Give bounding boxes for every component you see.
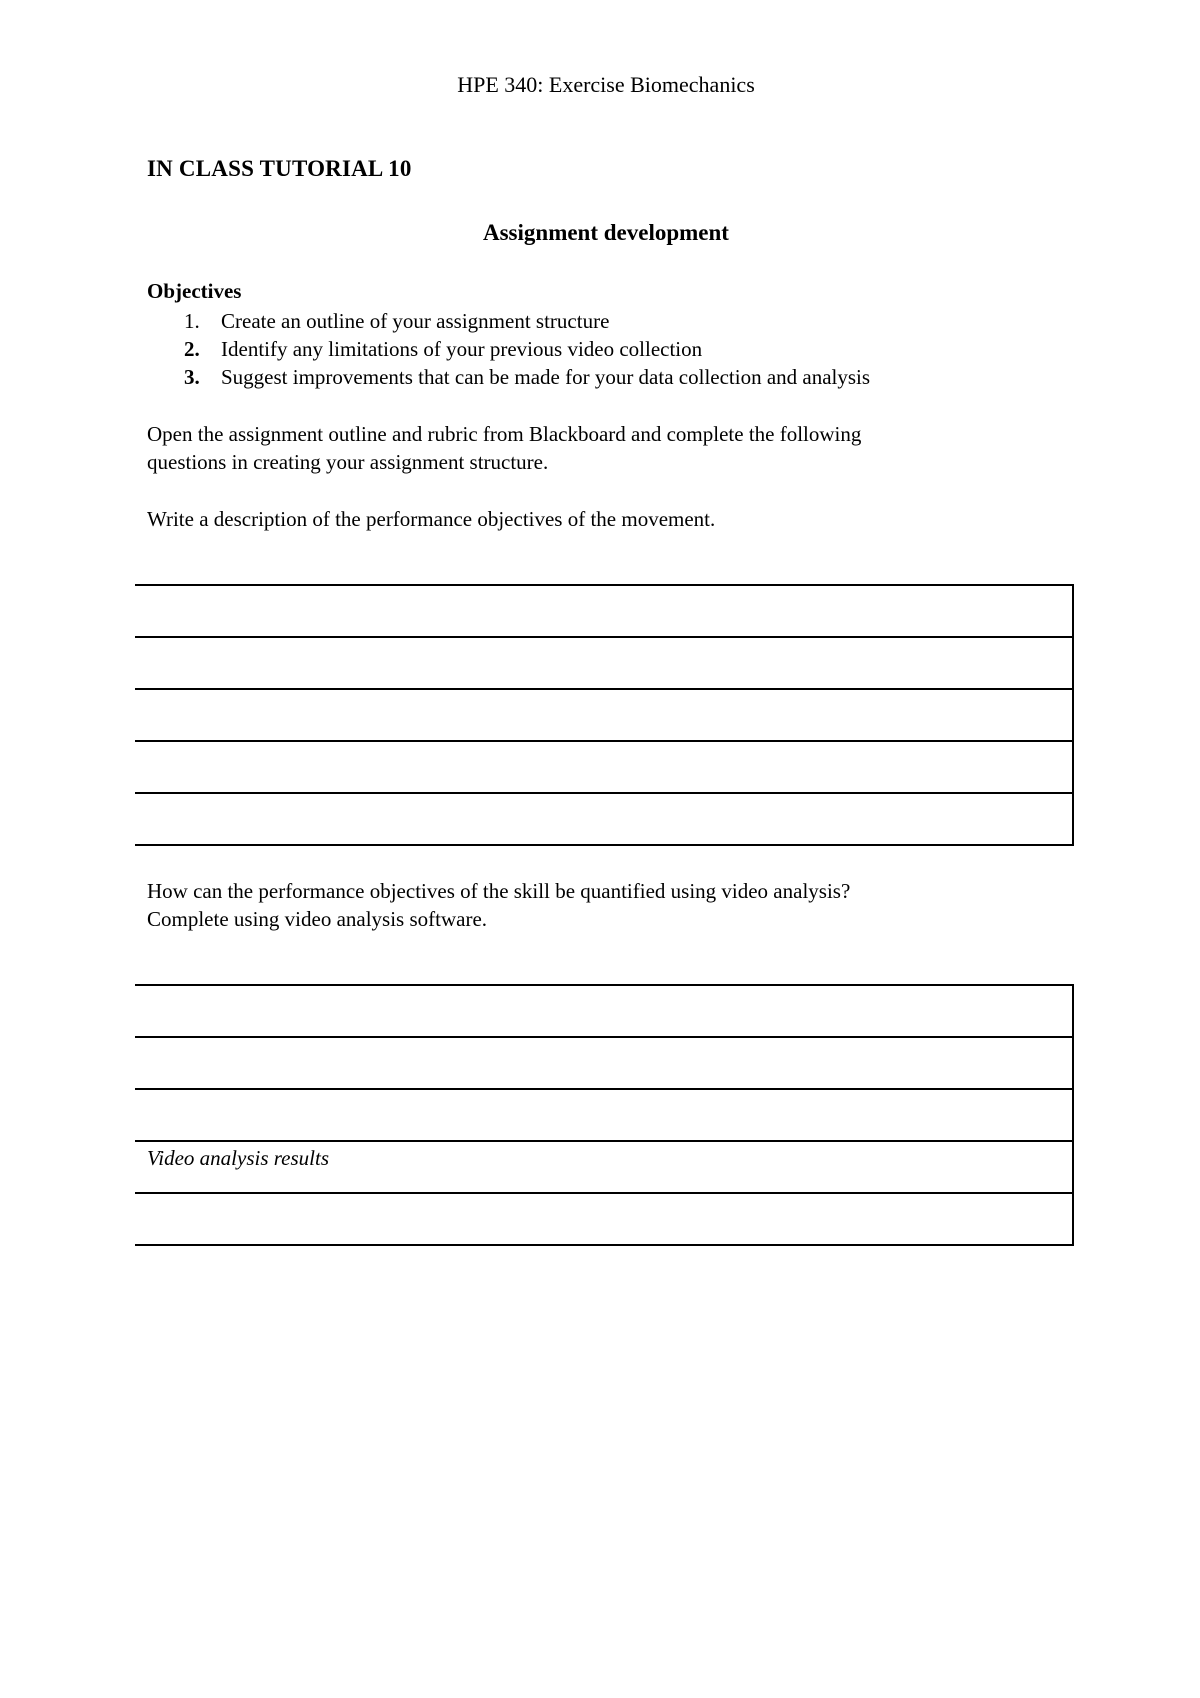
answer-line[interactable] — [135, 690, 1072, 742]
question-1 — [147, 505, 715, 533]
list-item-text: Suggest improvements that can be made for your data collection and analysis — [221, 365, 871, 389]
video-analysis-results-label: Video analysis results — [147, 1146, 329, 1170]
list-item-number: 2. — [184, 337, 200, 361]
answer-line[interactable] — [135, 794, 1072, 846]
list-item-number: 1. — [184, 309, 200, 333]
section-title: Assignment development — [483, 220, 729, 245]
answer-line[interactable] — [135, 986, 1072, 1038]
list-item-number: 3. — [184, 365, 200, 389]
objectives-label: Objectives — [147, 279, 242, 303]
question-1-text: Write a description of the performance objectives of the movement. — [147, 507, 716, 531]
intro-paragraph — [147, 420, 861, 476]
course-title: HPE 340: Exercise Biomechanics — [457, 72, 755, 97]
list-item-text: Create an outline of your assignment structure — [221, 309, 610, 333]
question-2-line-2: Complete using video analysis software. — [147, 907, 488, 931]
list-item-text: Identify any limitations of your previous video collection — [221, 337, 703, 361]
answer-line[interactable] — [135, 1038, 1072, 1090]
question-2-line-1: How can the performance objectives of the skill be quantified using video analysis? — [147, 879, 851, 903]
answer-line-results[interactable] — [135, 1142, 1072, 1194]
answer-box-2[interactable] — [135, 984, 1074, 1246]
list-item — [147, 335, 870, 363]
answer-box-1[interactable] — [135, 584, 1074, 846]
question-2 — [147, 877, 850, 933]
answer-line[interactable] — [135, 1090, 1072, 1142]
intro-line-1: Open the assignment outline and rubric from Blackboard and complete the following — [147, 422, 862, 446]
intro-line-2: questions in creating your assignment structure. — [147, 450, 549, 474]
answer-line[interactable] — [135, 586, 1072, 638]
list-item — [147, 363, 870, 391]
tutorial-heading: IN CLASS TUTORIAL 10 — [147, 156, 412, 181]
objectives-list — [147, 307, 870, 391]
answer-line[interactable] — [135, 638, 1072, 690]
answer-line[interactable] — [135, 1194, 1072, 1246]
answer-line[interactable] — [135, 742, 1072, 794]
list-item — [147, 307, 870, 335]
